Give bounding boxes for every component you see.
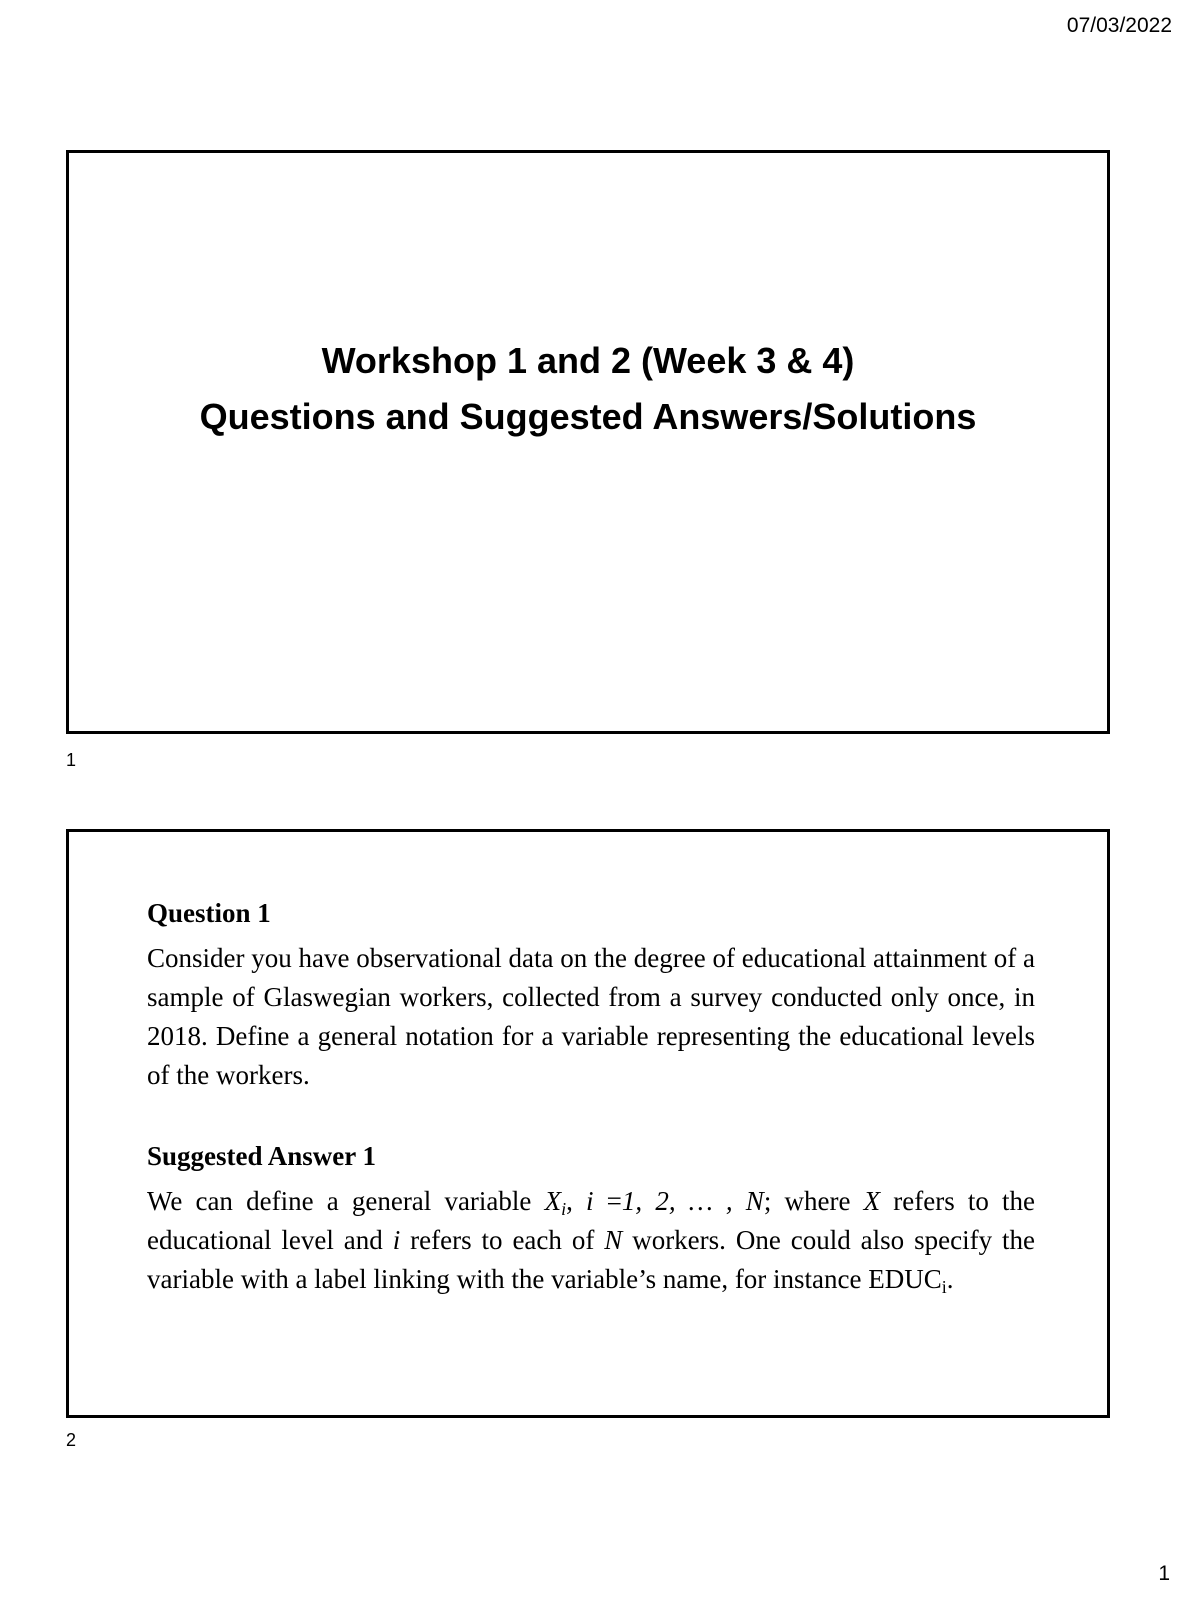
answer-fragment: .	[946, 1264, 954, 1294]
page-number: 1	[1158, 1562, 1170, 1585]
slide-number-1: 1	[66, 750, 77, 770]
slide-content	[147, 894, 1035, 1299]
title-line-1: Workshop 1 and 2 (Week 3 & 4)	[321, 340, 855, 381]
question-heading: Question 1	[147, 898, 271, 928]
answer-fragment: ; where	[763, 1186, 864, 1216]
answer-fragment: We can define a general variable	[147, 1186, 545, 1216]
slide-number-2: 2	[66, 1430, 77, 1450]
document-date: 07/03/2022	[1066, 14, 1172, 37]
answer-fragment: workers. One could also specify the variable with a label linking with the variable’s name, for instance EDUC	[147, 1225, 1035, 1294]
answer-text	[147, 1182, 1035, 1299]
variable-x: X	[863, 1186, 881, 1216]
answer-heading: Suggested Answer 1	[147, 1141, 377, 1171]
answer-fragment: refers to each of	[400, 1225, 605, 1255]
variable-i: i	[586, 1186, 594, 1216]
answer-fragment: ,	[566, 1186, 586, 1216]
subscript-i: i	[941, 1277, 947, 1297]
variable-x: X	[544, 1186, 562, 1216]
title-line-2: Questions and Suggested Answers/Solutions	[199, 396, 977, 437]
answer-fragment: refers to the educational level and	[147, 1186, 1036, 1255]
slide-title-text	[69, 333, 1107, 445]
variable-i: i	[392, 1225, 401, 1255]
subscript-i: i	[561, 1199, 567, 1219]
slide-question-1	[66, 829, 1110, 1418]
variable-n: N	[604, 1225, 623, 1255]
answer-fragment: =	[593, 1186, 622, 1216]
question-text: Consider you have observational data on the degree of educational attainment of a sample of Glaswegian workers, collected from a survey conducted only once, in 2018. Define a general notation for a variable representing the educational levels of the workers.	[147, 943, 1035, 1090]
slide-title	[66, 150, 1110, 734]
index-sequence: 1, 2, … , N	[621, 1186, 764, 1216]
